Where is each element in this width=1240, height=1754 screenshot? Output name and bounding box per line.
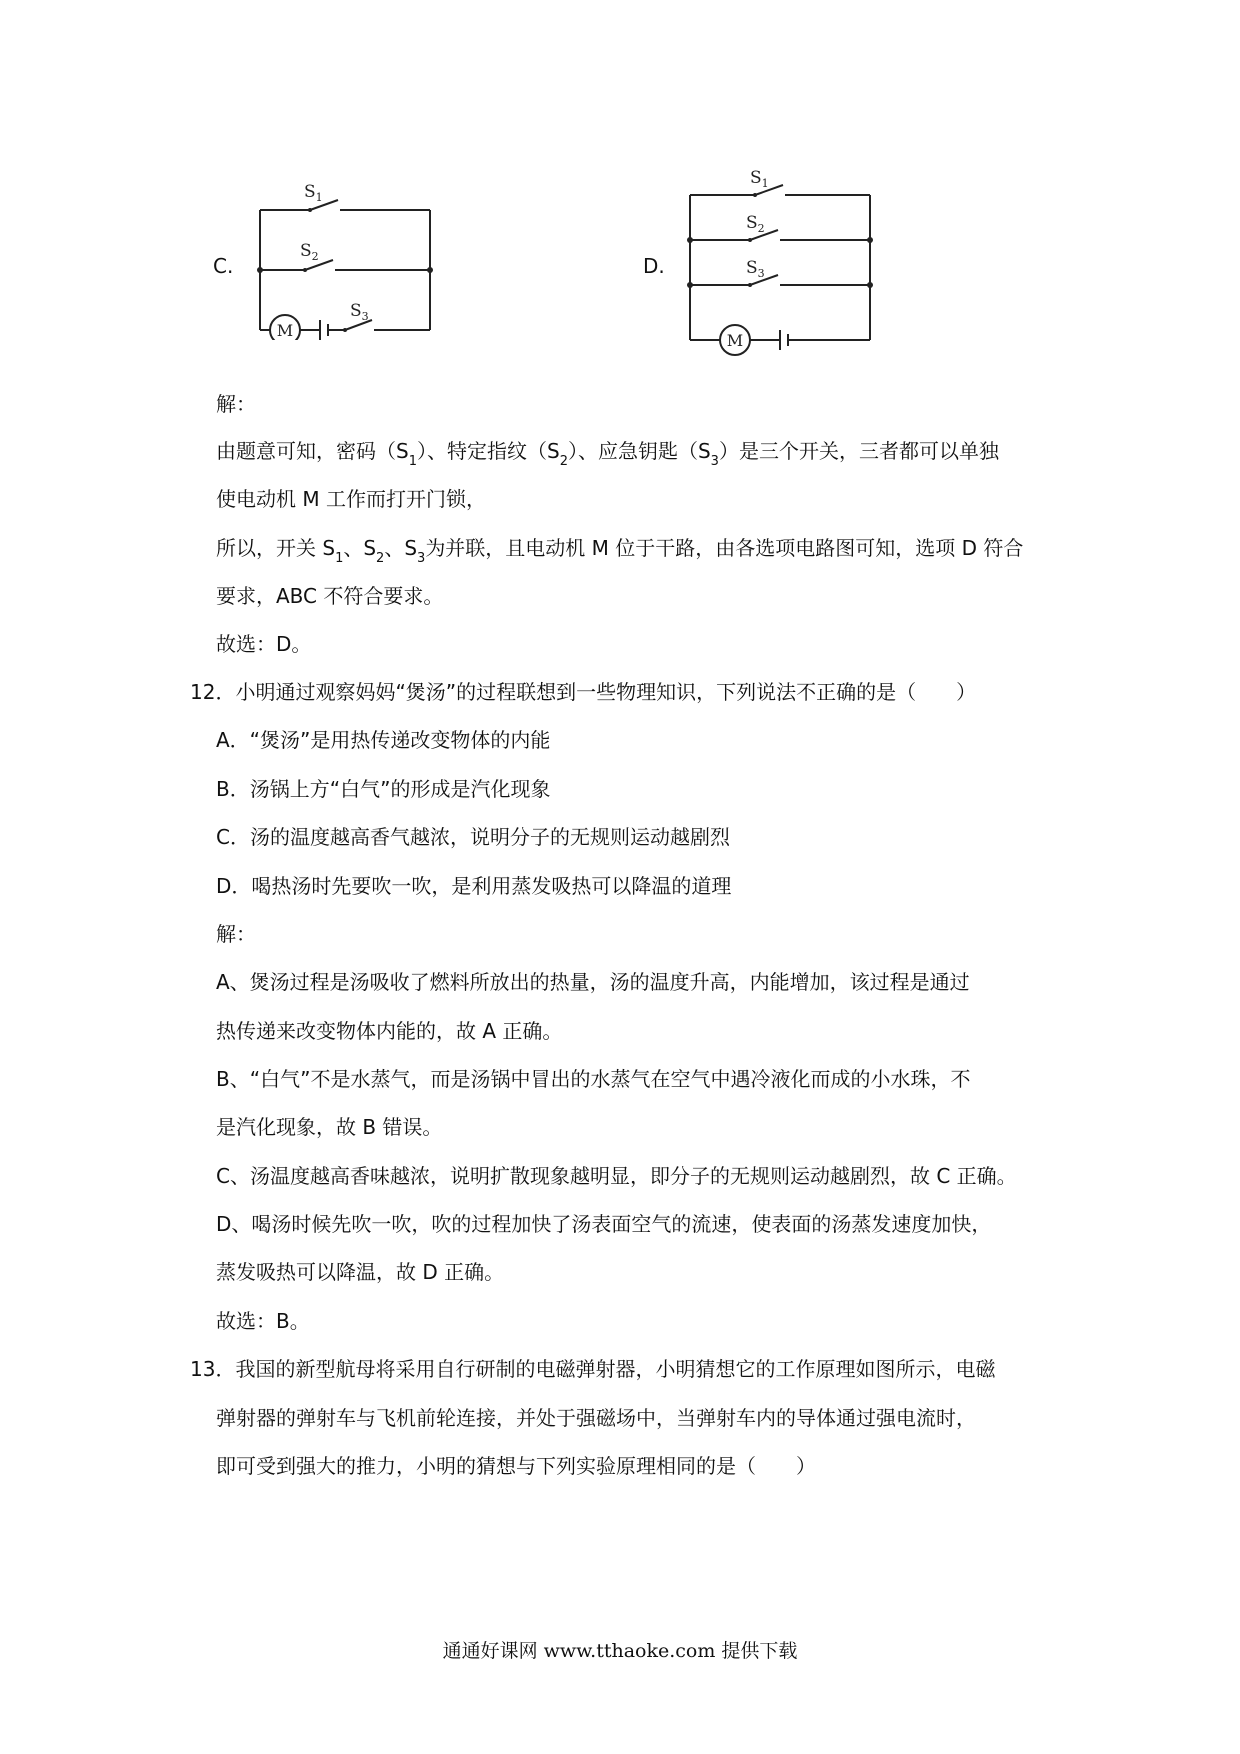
q11-explain-line-4: 要求，ABC 不符合要求。 <box>216 584 444 608</box>
q13-stem-line-1: 13．我国的新型航母将采用自行研制的电磁弹射器，小明猜想它的工作原理如图所示，电磁 <box>190 1357 996 1381</box>
switch-s2-label: $S_2$ <box>300 241 319 263</box>
q12-stem: 12．小明通过观察妈妈“煲汤”的过程联想到一些物理知识，下列说法不正确的是（ ） <box>190 680 977 704</box>
q12-explain-b-2: 是汽化现象，故 B 错误。 <box>216 1115 443 1139</box>
switch-s1-label: $S_1$ <box>750 168 769 190</box>
circuit-diagram-d <box>680 165 880 365</box>
q12-option-a: A．“煲汤”是用热传递改变物体的内能 <box>216 728 551 752</box>
switch-s2-label: $S_2$ <box>746 213 765 235</box>
page-footer: 通通好课网 www.tthaoke.com 提供下载 <box>442 1640 798 1662</box>
q12-jie: 解： <box>216 922 256 946</box>
switch-s1-label: $S_1$ <box>304 182 323 204</box>
q13-stem-line-3: 即可受到强大的推力，小明的猜想与下列实验原理相同的是（ ） <box>216 1454 816 1478</box>
motor-label: M <box>276 321 294 340</box>
switch-s3-label: $S_3$ <box>746 258 765 280</box>
q11-explain-line-3: 所以，开关 $S_1$、$S_2$、$S_3$为并联，且电动机 M 位于干路，由各选项电路图可知，选项 D 符合 <box>216 536 1024 566</box>
circuit-diagram-c <box>250 170 440 340</box>
q12-option-c: C．汤的温度越高香气越浓，说明分子的无规则运动越剧烈 <box>216 825 730 849</box>
q12-explain-c-1: C、汤温度越高香味越浓，说明扩散现象越明显，即分子的无规则运动越剧烈，故 C 正确。 <box>216 1164 1017 1188</box>
q12-explain-d-2: 蒸发吸热可以降温，故 D 正确。 <box>216 1260 505 1284</box>
q13-stem-line-2: 弹射器的弹射车与飞机前轮连接，并处于强磁场中，当弹射车内的导体通过强电流时， <box>216 1406 976 1430</box>
q11-answer: 故选：D。 <box>216 632 312 656</box>
q12-explain-b-1: B、“白气”不是水蒸气，而是汤锅中冒出的水蒸气在空气中遇冷液化而成的小水珠，不 <box>216 1067 971 1091</box>
option-d-label: D. <box>643 254 665 278</box>
q11-jie: 解： <box>216 392 256 416</box>
q12-explain-a-1: A、煲汤过程是汤吸收了燃料所放出的热量，汤的温度升高，内能增加，该过程是通过 <box>216 970 970 994</box>
q11-explain-line-2: 使电动机 M 工作而打开门锁， <box>216 487 486 511</box>
option-c-label: C. <box>213 254 234 278</box>
q12-option-b: B．汤锅上方“白气”的形成是汽化现象 <box>216 777 551 801</box>
q12-explain-d-1: D、喝汤时候先吹一吹，吹的过程加快了汤表面空气的流速，使表面的汤蒸发速度加快， <box>216 1212 992 1236</box>
q12-explain-a-2: 热传递来改变物体内能的，故 A 正确。 <box>216 1019 563 1043</box>
q12-answer: 故选：B。 <box>216 1309 310 1333</box>
q11-explain-line-1: 由题意可知，密码$(S_1)$、特定指纹$(S_2)$、应急钥匙$(S_3)$是三个开关，三者都可以单独 <box>216 439 999 469</box>
q12-option-d: D．喝热汤时先要吹一吹，是利用蒸发吸热可以降温的道理 <box>216 874 732 898</box>
motor-label: M <box>726 331 744 350</box>
switch-s3-label: $S_3$ <box>350 301 369 323</box>
